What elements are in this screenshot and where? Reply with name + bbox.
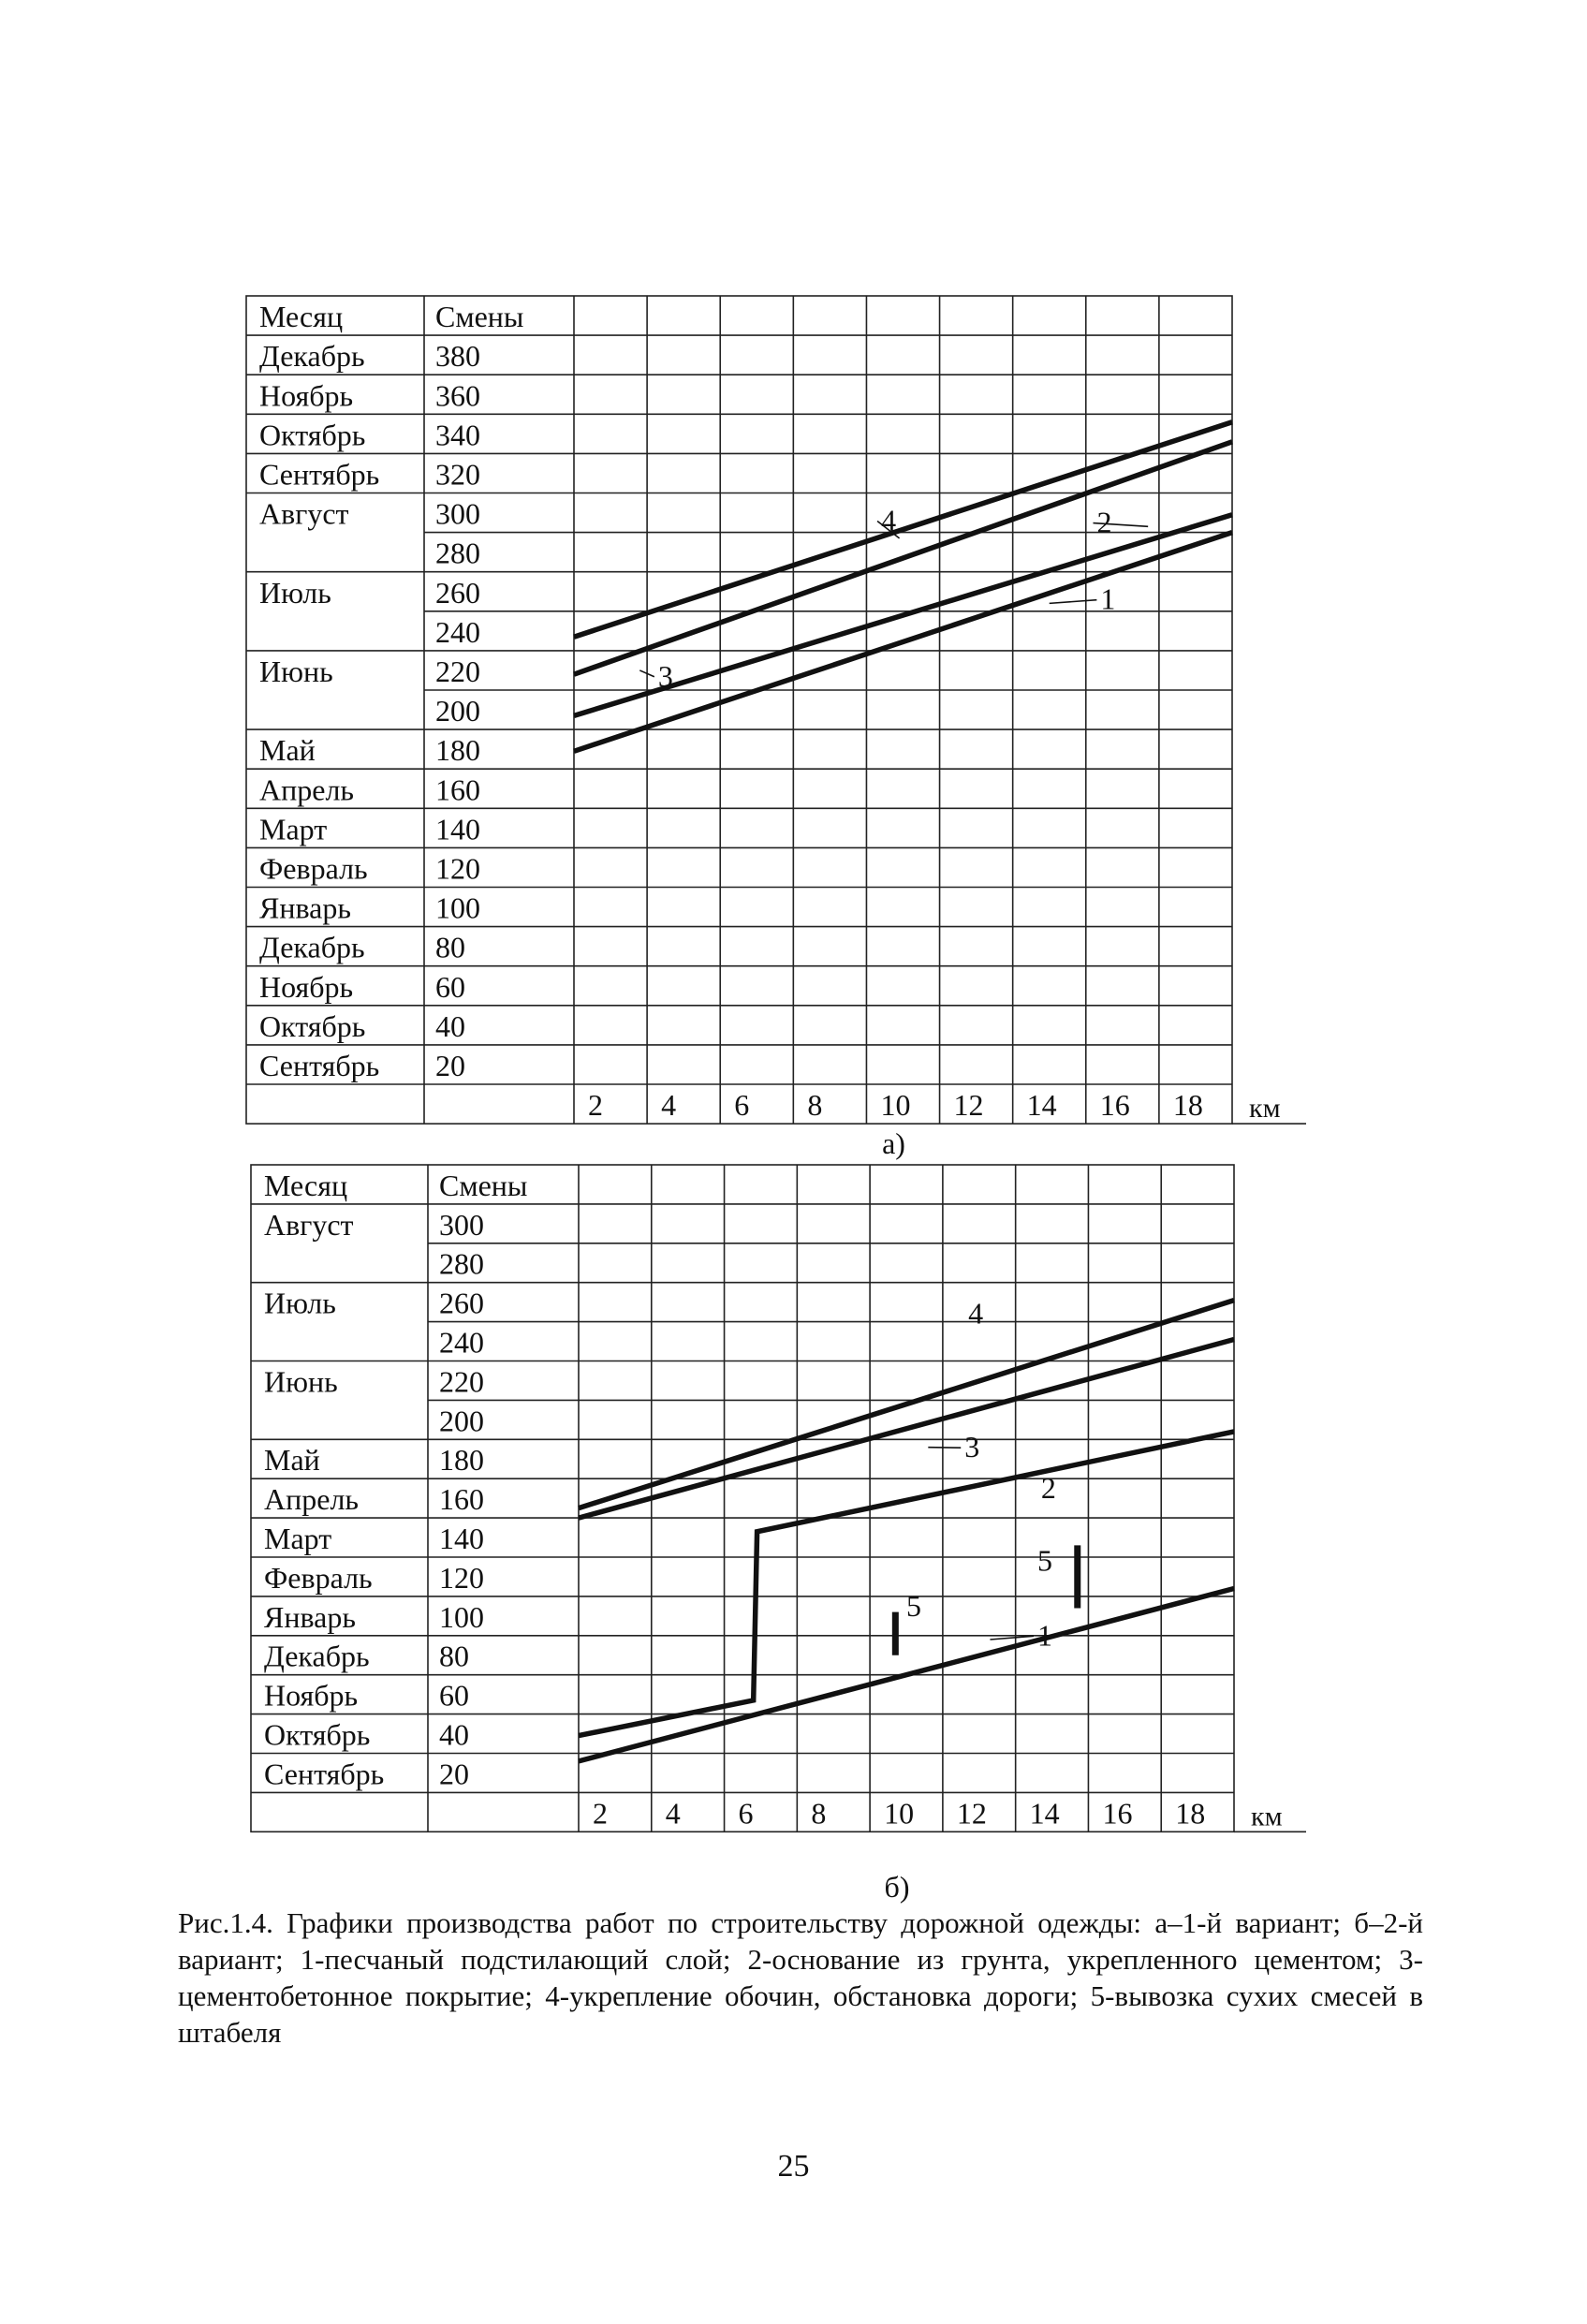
month-label: Ноябрь: [259, 969, 354, 1004]
y-tick-label: 360: [435, 378, 480, 413]
y-tick-label: 300: [439, 1207, 484, 1242]
month-label: Декабрь: [264, 1639, 370, 1673]
month-label: Июнь: [264, 1364, 338, 1399]
month-header: Месяц: [259, 300, 344, 334]
x-tick-label: 10: [880, 1088, 911, 1123]
month-label: Февраль: [264, 1560, 373, 1595]
figure-caption: Рис.1.4. Графики производства работ по строительству дорожной одежды: а–1-й вариант; б–2-й вариант; 1-песчаный подстилающий слой; 2-основание из грунта, укрепленного цементом; 3-цементобетонное покрытие; 4-укрепление обочин, обстановка дороги; 5-вывозка сухих смесей в штабеля: [178, 1906, 1423, 2049]
y-tick-label: 320: [435, 457, 480, 492]
month-label: Июль: [259, 575, 331, 610]
month-header: Месяц: [264, 1168, 348, 1202]
month-label: Сентябрь: [259, 457, 380, 492]
x-tick-label: 16: [1102, 1796, 1133, 1831]
y-tick-label: 260: [439, 1286, 484, 1320]
x-tick-label: 4: [661, 1088, 677, 1123]
series-label-2: 2: [1096, 505, 1112, 539]
y-tick-label: 180: [439, 1443, 484, 1478]
series-line-4: [579, 1301, 1234, 1508]
x-tick-label: 14: [1026, 1088, 1057, 1123]
series-label-2: 2: [1040, 1471, 1056, 1506]
month-label: Март: [264, 1522, 332, 1555]
y-tick-label: 340: [435, 418, 480, 452]
month-label: Май: [259, 733, 316, 768]
month-label: Октябрь: [264, 1717, 371, 1752]
shifts-header: Смены: [435, 300, 524, 334]
month-label: Октябрь: [259, 1008, 366, 1043]
series-label-1: 1: [1037, 1618, 1052, 1653]
month-label: Июль: [264, 1286, 336, 1320]
y-tick-label: 160: [435, 772, 480, 807]
month-label: Август: [259, 496, 349, 531]
y-tick-label: 160: [439, 1482, 484, 1517]
x-tick-label: 18: [1172, 1088, 1203, 1123]
month-label: Июнь: [259, 655, 333, 688]
x-tick-label: 8: [811, 1796, 827, 1831]
chart-panel-b: [251, 1165, 1306, 1904]
month-label: Январь: [264, 1599, 356, 1634]
month-label: Февраль: [259, 851, 368, 886]
y-tick-label: 120: [439, 1560, 484, 1595]
table-frame: [251, 1165, 1234, 1831]
x-tick-label: 14: [1029, 1796, 1060, 1831]
y-tick-label: 200: [439, 1404, 484, 1438]
x-unit-label: км: [1251, 1801, 1283, 1832]
x-tick-label: 12: [956, 1796, 987, 1831]
series-leader-line: [990, 1636, 1034, 1640]
y-tick-label: 80: [439, 1639, 469, 1673]
y-tick-label: 200: [435, 694, 480, 728]
y-tick-label: 240: [435, 614, 480, 649]
series-line-3: [579, 1340, 1234, 1519]
series-label-5: 5: [1037, 1543, 1052, 1578]
y-tick-label: 300: [435, 496, 480, 531]
x-tick-label: 4: [665, 1796, 681, 1831]
y-tick-label: 40: [439, 1717, 469, 1752]
y-tick-label: 140: [439, 1522, 484, 1555]
panel-label: б): [884, 1870, 910, 1904]
x-tick-label: 18: [1175, 1796, 1206, 1831]
x-tick-label: 6: [734, 1088, 750, 1123]
month-label: Апрель: [264, 1482, 359, 1517]
y-tick-label: 20: [435, 1049, 465, 1082]
y-tick-label: 100: [439, 1599, 484, 1634]
month-label: Ноябрь: [264, 1678, 359, 1713]
month-label: Октябрь: [259, 418, 366, 452]
series-label-4: 4: [968, 1296, 984, 1331]
y-tick-label: 40: [435, 1008, 465, 1043]
month-label: Декабрь: [259, 930, 365, 964]
y-tick-label: 280: [439, 1246, 484, 1281]
chart-panel-a: [246, 296, 1306, 1160]
panel-label: а): [882, 1126, 905, 1160]
series-label-3: 3: [657, 658, 673, 693]
series-leader-line: [1050, 600, 1097, 604]
month-label: Сентябрь: [259, 1049, 380, 1082]
y-tick-label: 260: [435, 575, 480, 610]
y-tick-label: 60: [435, 969, 465, 1004]
x-tick-label: 6: [738, 1796, 754, 1831]
month-label: Апрель: [259, 772, 354, 807]
x-tick-label: 12: [953, 1088, 984, 1123]
series-label-4: 4: [881, 503, 897, 537]
month-label: Май: [264, 1443, 320, 1478]
series-label-5: 5: [906, 1588, 921, 1623]
month-label: Декабрь: [259, 339, 365, 374]
x-tick-label: 2: [588, 1088, 603, 1123]
x-unit-label: км: [1249, 1093, 1281, 1125]
month-label: Август: [264, 1207, 354, 1242]
x-tick-label: 10: [884, 1796, 915, 1831]
y-tick-label: 220: [435, 655, 480, 688]
table-frame: [246, 296, 1232, 1124]
series-label-1: 1: [1100, 581, 1116, 616]
month-label: Март: [259, 812, 328, 846]
y-tick-label: 20: [439, 1757, 469, 1791]
y-tick-label: 180: [435, 733, 480, 768]
series-label-3: 3: [964, 1430, 980, 1464]
shifts-header: Смены: [439, 1168, 528, 1202]
y-tick-label: 280: [435, 536, 480, 570]
y-tick-label: 220: [439, 1364, 484, 1399]
month-label: Ноябрь: [259, 378, 354, 413]
y-tick-label: 140: [435, 812, 480, 846]
x-tick-label: 16: [1099, 1088, 1130, 1123]
y-tick-label: 380: [435, 339, 480, 374]
month-label: Январь: [259, 890, 351, 925]
y-tick-label: 120: [435, 851, 480, 886]
x-tick-label: 2: [593, 1796, 608, 1831]
page-number: 25: [777, 2149, 810, 2184]
y-tick-label: 80: [435, 930, 465, 964]
y-tick-label: 240: [439, 1325, 484, 1360]
month-label: Сентябрь: [264, 1757, 385, 1791]
x-tick-label: 8: [807, 1088, 823, 1123]
y-tick-label: 60: [439, 1678, 469, 1713]
y-tick-label: 100: [435, 890, 480, 925]
